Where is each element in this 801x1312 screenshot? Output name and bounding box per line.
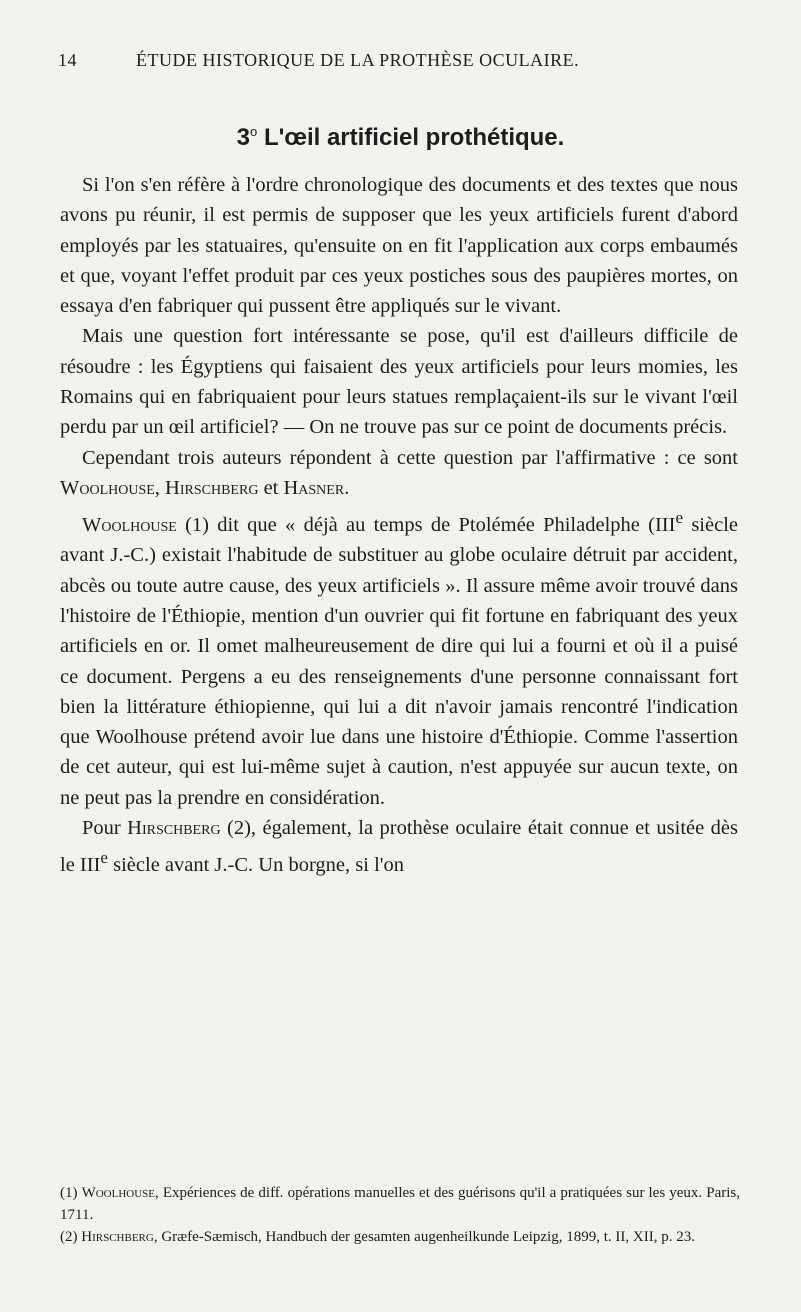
section-number: 3 (236, 124, 251, 151)
p4-text-a: dit que « déjà au temps de Ptolémée Philadelphe ( (208, 514, 655, 537)
p5-century: III (79, 854, 101, 877)
footnote-1-number: (1) (60, 1185, 82, 1201)
p5-text-c: siècle avant J.-C. Un borgne, si l'on (108, 854, 404, 877)
running-title: ÉTUDE HISTORIQUE DE LA PROTHÈSE OCULAIRE. (136, 50, 580, 70)
paragraph-1: Si l'on s'en réfère à l'ordre chronologique des documents et des textes que nous avons pu réunir, il est permis de supposer que les yeux artificiels furent d'abord employés par les statuaires, qu'ensuite on en fit l'application aux corps embaumés et que, voyant l'effet produit par ces yeux postiches sous des paupières mortes, on essaya d'en fabriquer qui pussent être appliqués sur le vivant. (60, 174, 738, 318)
p5-text-a: Pour (82, 817, 128, 840)
body-text (60, 170, 738, 880)
paragraph-3 (60, 443, 738, 504)
footnote-ref-1: (1) (176, 514, 209, 537)
footnote-1-author: Woolhouse (81, 1185, 155, 1201)
footnotes (60, 1182, 740, 1248)
footnote-2-author: Hirschberg (81, 1229, 154, 1245)
p4-century: III (654, 514, 676, 537)
p3-text-a: Cependant trois auteurs répondent à cette question par l'affirmative : ce sont (82, 446, 738, 469)
p4-text-b: siècle avant J.-C.) existait l'habitude de substituer au globe oculaire détruit par accident, abcès ou toute autre cause, des yeux artificiels ». Il assure même avoir trouvé dans l'histoire de l'Éthiopie, mention d'un ouvrier qui fit fortune en fabriquant des yeux artificiels en or. Il omet malheureusement de dire qui lui a fourni et où il a puisé ce document. Pergens a eu des renseignements d'une personne connaissant fort bien la littérature éthiopienne, qui lui a dit n'avoir jamais rencontré l'indication que Woolhouse prétend avoir lue dans une histoire d'Éthiopie. Comme l'assertion de cet auteur, qui est lui-même sujet à caution, n'est appuyée sur aucun texte, on ne peut pas la prendre en considération. (60, 514, 738, 809)
paragraph-2: Mais une question fort intéressante se pose, qu'il est d'ailleurs difficile de résoudre : les Égyptiens qui faisaient des yeux artificiels pour leurs momies, les Romains qui en fabriquaient pour leurs statues remplaçaient-ils sur le vivant l'œil perdu par un œil artificiel? — On ne trouve pas sur ce point de documents précis. (60, 325, 738, 439)
author-hirschberg: Hirschberg (165, 476, 259, 499)
paragraph-5 (60, 813, 738, 880)
p4-century-sup: e (675, 508, 684, 528)
author-woolhouse: Woolhouse (60, 476, 155, 499)
footnote-2 (60, 1226, 740, 1248)
p5-century-sup: e (100, 848, 108, 868)
section-heading (0, 124, 801, 152)
page-number: 14 (58, 50, 77, 70)
footnote-ref-2: (2) (220, 817, 251, 840)
footnote-1-text: , Expériences de diff. opérations manuelles et des guérisons qu'il a pratiquées sur les yeux. Paris, 1711. (60, 1185, 740, 1223)
footnote-2-text: , Græfe-Sæmisch, Handbuch der gesamten augenheilkunde Leipzig, 1899, t. II, XII, p. 23. (153, 1229, 695, 1245)
p3-and: et (258, 476, 284, 499)
author-hasner: Hasner (283, 476, 345, 499)
p3-sep: , (154, 476, 166, 499)
paragraph-4 (60, 503, 738, 813)
section-degree: o (250, 124, 258, 139)
section-title-text: L'œil artificiel prothétique. (263, 124, 565, 151)
p4-author: Woolhouse (82, 514, 177, 537)
footnote-2-number: (2) (60, 1229, 82, 1245)
p5-author: Hirschberg (127, 817, 221, 840)
p5-text-b: , également, la prothèse oculaire était connue et usitée dès le (60, 817, 738, 877)
p3-end: . (344, 476, 350, 499)
footnote-1 (60, 1182, 740, 1226)
